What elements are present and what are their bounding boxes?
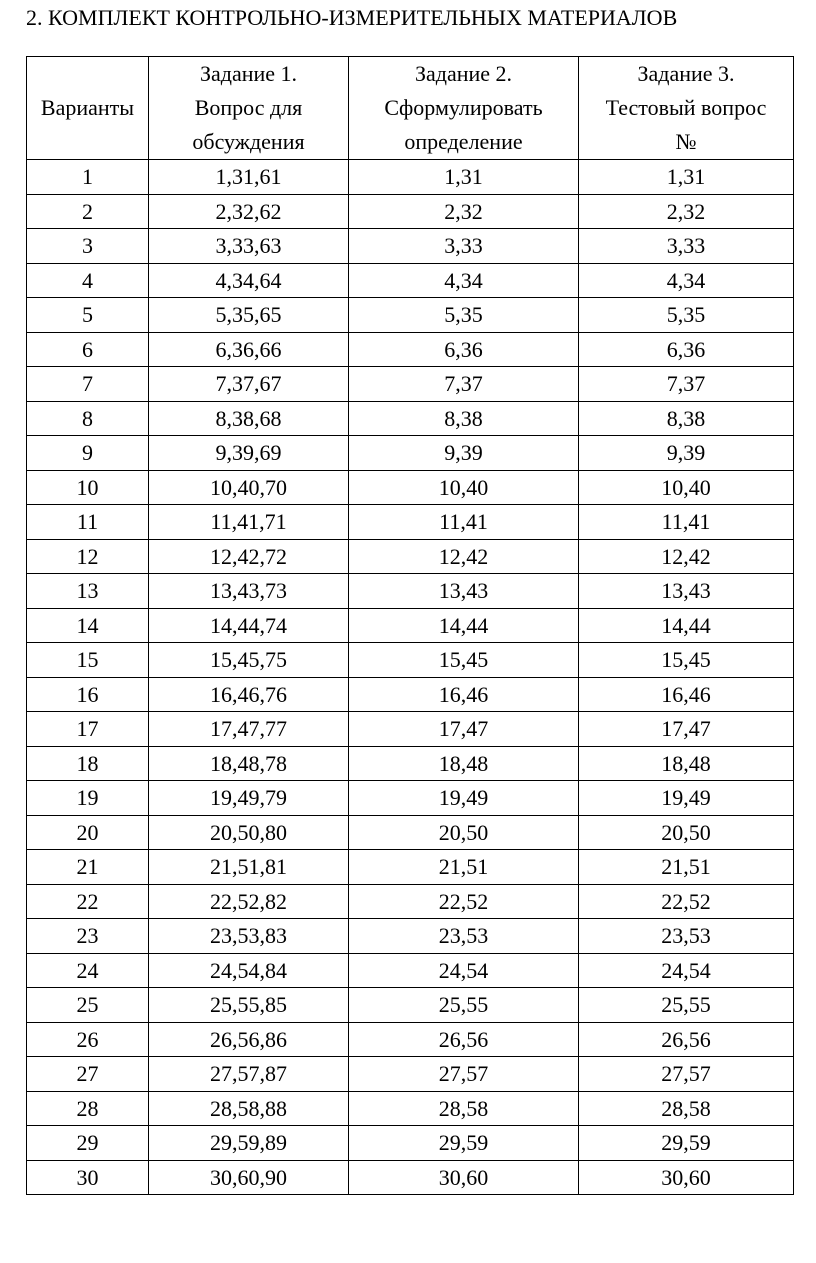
table-row xyxy=(27,608,794,643)
task-2-cell: 29,59 xyxy=(349,1126,579,1161)
variant-number-cell: 29 xyxy=(27,1126,149,1161)
task-2-cell: 10,40 xyxy=(349,470,579,505)
header-task-1 xyxy=(149,57,349,160)
variant-number-cell: 13 xyxy=(27,574,149,609)
task-1-cell: 20,50,80 xyxy=(149,815,349,850)
task-3-cell: 1,31 xyxy=(579,160,794,195)
variants-table xyxy=(26,56,794,1195)
task-3-cell: 24,54 xyxy=(579,953,794,988)
table-row xyxy=(27,1160,794,1195)
variant-number-cell: 1 xyxy=(27,160,149,195)
task-2-cell: 27,57 xyxy=(349,1057,579,1092)
variant-number-cell: 22 xyxy=(27,884,149,919)
task-3-cell: 20,50 xyxy=(579,815,794,850)
task-3-cell: 3,33 xyxy=(579,229,794,264)
task-1-cell: 24,54,84 xyxy=(149,953,349,988)
task-2-cell: 15,45 xyxy=(349,643,579,678)
table-row xyxy=(27,470,794,505)
header-task-2 xyxy=(349,57,579,160)
task-1-cell: 18,48,78 xyxy=(149,746,349,781)
task-3-cell: 22,52 xyxy=(579,884,794,919)
task-3-cell: 19,49 xyxy=(579,781,794,816)
task-2-cell: 24,54 xyxy=(349,953,579,988)
variant-number-cell: 14 xyxy=(27,608,149,643)
task-1-cell: 15,45,75 xyxy=(149,643,349,678)
task-1-cell: 3,33,63 xyxy=(149,229,349,264)
table-row xyxy=(27,194,794,229)
variant-number-cell: 12 xyxy=(27,539,149,574)
task-2-cell: 6,36 xyxy=(349,332,579,367)
task-1-cell: 30,60,90 xyxy=(149,1160,349,1195)
task-2-cell: 23,53 xyxy=(349,919,579,954)
table-body xyxy=(27,160,794,1195)
table-row xyxy=(27,781,794,816)
task-2-cell: 14,44 xyxy=(349,608,579,643)
task-2-cell: 1,31 xyxy=(349,160,579,195)
task-1-cell: 26,56,86 xyxy=(149,1022,349,1057)
task-3-cell: 14,44 xyxy=(579,608,794,643)
header-line: Сформулировать xyxy=(384,95,543,120)
task-1-cell: 25,55,85 xyxy=(149,988,349,1023)
task-1-cell: 2,32,62 xyxy=(149,194,349,229)
task-2-cell: 11,41 xyxy=(349,505,579,540)
task-3-cell: 16,46 xyxy=(579,677,794,712)
variant-number-cell: 21 xyxy=(27,850,149,885)
task-3-cell: 30,60 xyxy=(579,1160,794,1195)
variant-number-cell: 5 xyxy=(27,298,149,333)
task-2-cell: 28,58 xyxy=(349,1091,579,1126)
table-row xyxy=(27,436,794,471)
task-3-cell: 4,34 xyxy=(579,263,794,298)
task-2-cell: 7,37 xyxy=(349,367,579,402)
header-line: Варианты xyxy=(40,95,135,120)
variant-number-cell: 30 xyxy=(27,1160,149,1195)
table-row xyxy=(27,298,794,333)
header-line: Вопрос для xyxy=(194,95,303,120)
table-row xyxy=(27,539,794,574)
task-2-cell: 2,32 xyxy=(349,194,579,229)
task-1-cell: 5,35,65 xyxy=(149,298,349,333)
task-3-cell: 12,42 xyxy=(579,539,794,574)
variant-number-cell: 25 xyxy=(27,988,149,1023)
task-3-cell: 11,41 xyxy=(579,505,794,540)
task-2-cell: 9,39 xyxy=(349,436,579,471)
table-row xyxy=(27,919,794,954)
task-3-cell: 18,48 xyxy=(579,746,794,781)
variant-number-cell: 2 xyxy=(27,194,149,229)
table-row xyxy=(27,505,794,540)
table-header xyxy=(27,57,794,160)
task-2-cell: 5,35 xyxy=(349,298,579,333)
task-3-cell: 13,43 xyxy=(579,574,794,609)
variant-number-cell: 28 xyxy=(27,1091,149,1126)
task-3-cell: 5,35 xyxy=(579,298,794,333)
task-2-cell: 16,46 xyxy=(349,677,579,712)
table-row xyxy=(27,367,794,402)
variant-number-cell: 15 xyxy=(27,643,149,678)
variant-number-cell: 23 xyxy=(27,919,149,954)
task-2-cell: 17,47 xyxy=(349,712,579,747)
variant-number-cell: 9 xyxy=(27,436,149,471)
table-row xyxy=(27,332,794,367)
table-row xyxy=(27,1022,794,1057)
task-3-cell: 27,57 xyxy=(579,1057,794,1092)
task-1-cell: 14,44,74 xyxy=(149,608,349,643)
task-1-cell: 16,46,76 xyxy=(149,677,349,712)
task-1-cell: 23,53,83 xyxy=(149,919,349,954)
task-1-cell: 13,43,73 xyxy=(149,574,349,609)
header-variants xyxy=(27,57,149,160)
variant-number-cell: 19 xyxy=(27,781,149,816)
task-1-cell: 22,52,82 xyxy=(149,884,349,919)
table-row xyxy=(27,988,794,1023)
table-row xyxy=(27,643,794,678)
header-task-3 xyxy=(579,57,794,160)
table-row xyxy=(27,850,794,885)
task-3-cell: 21,51 xyxy=(579,850,794,885)
task-2-cell: 12,42 xyxy=(349,539,579,574)
task-2-cell: 20,50 xyxy=(349,815,579,850)
task-1-cell: 9,39,69 xyxy=(149,436,349,471)
task-1-cell: 10,40,70 xyxy=(149,470,349,505)
table-row xyxy=(27,1057,794,1092)
task-1-cell: 19,49,79 xyxy=(149,781,349,816)
task-1-cell: 29,59,89 xyxy=(149,1126,349,1161)
task-1-cell: 12,42,72 xyxy=(149,539,349,574)
table-row xyxy=(27,160,794,195)
task-3-cell: 8,38 xyxy=(579,401,794,436)
table-row xyxy=(27,229,794,264)
task-2-cell: 30,60 xyxy=(349,1160,579,1195)
table-row xyxy=(27,1091,794,1126)
task-1-cell: 1,31,61 xyxy=(149,160,349,195)
task-2-cell: 21,51 xyxy=(349,850,579,885)
task-2-cell: 19,49 xyxy=(349,781,579,816)
variant-number-cell: 20 xyxy=(27,815,149,850)
header-line: Задание 2. xyxy=(414,61,513,86)
header-line: Тестовый вопрос xyxy=(605,95,767,120)
table-row xyxy=(27,712,794,747)
task-3-cell: 6,36 xyxy=(579,332,794,367)
document-title: 2. КОМПЛЕКТ КОНТРОЛЬНО-ИЗМЕРИТЕЛЬНЫХ МАТЕРИАЛОВ xyxy=(26,5,678,30)
task-3-cell: 15,45 xyxy=(579,643,794,678)
task-1-cell: 7,37,67 xyxy=(149,367,349,402)
task-3-cell: 23,53 xyxy=(579,919,794,954)
header-line: № xyxy=(675,129,697,154)
table-row xyxy=(27,884,794,919)
variant-number-cell: 18 xyxy=(27,746,149,781)
task-1-cell: 6,36,66 xyxy=(149,332,349,367)
variant-number-cell: 3 xyxy=(27,229,149,264)
header-row xyxy=(27,57,794,160)
variant-number-cell: 27 xyxy=(27,1057,149,1092)
task-3-cell: 25,55 xyxy=(579,988,794,1023)
task-3-cell: 2,32 xyxy=(579,194,794,229)
task-1-cell: 11,41,71 xyxy=(149,505,349,540)
task-2-cell: 25,55 xyxy=(349,988,579,1023)
variant-number-cell: 11 xyxy=(27,505,149,540)
task-2-cell: 22,52 xyxy=(349,884,579,919)
table-row xyxy=(27,677,794,712)
task-1-cell: 8,38,68 xyxy=(149,401,349,436)
task-3-cell: 28,58 xyxy=(579,1091,794,1126)
task-1-cell: 17,47,77 xyxy=(149,712,349,747)
task-1-cell: 21,51,81 xyxy=(149,850,349,885)
task-1-cell: 4,34,64 xyxy=(149,263,349,298)
variant-number-cell: 4 xyxy=(27,263,149,298)
header-line: Задание 3. xyxy=(637,61,735,86)
task-2-cell: 13,43 xyxy=(349,574,579,609)
task-1-cell: 28,58,88 xyxy=(149,1091,349,1126)
task-3-cell: 7,37 xyxy=(579,367,794,402)
variant-number-cell: 6 xyxy=(27,332,149,367)
variant-number-cell: 10 xyxy=(27,470,149,505)
task-1-cell: 27,57,87 xyxy=(149,1057,349,1092)
table-row xyxy=(27,815,794,850)
task-3-cell: 26,56 xyxy=(579,1022,794,1057)
header-line: определение xyxy=(404,129,523,154)
task-2-cell: 4,34 xyxy=(349,263,579,298)
variant-number-cell: 24 xyxy=(27,953,149,988)
task-3-cell: 9,39 xyxy=(579,436,794,471)
task-3-cell: 29,59 xyxy=(579,1126,794,1161)
table-row xyxy=(27,953,794,988)
variant-number-cell: 7 xyxy=(27,367,149,402)
variant-number-cell: 16 xyxy=(27,677,149,712)
task-2-cell: 26,56 xyxy=(349,1022,579,1057)
table-row xyxy=(27,401,794,436)
task-2-cell: 3,33 xyxy=(349,229,579,264)
table-row xyxy=(27,574,794,609)
variant-number-cell: 26 xyxy=(27,1022,149,1057)
variant-number-cell: 17 xyxy=(27,712,149,747)
header-line: Задание 1. xyxy=(199,61,298,86)
table-row xyxy=(27,1126,794,1161)
task-2-cell: 8,38 xyxy=(349,401,579,436)
variant-number-cell: 8 xyxy=(27,401,149,436)
table-row xyxy=(27,746,794,781)
task-2-cell: 18,48 xyxy=(349,746,579,781)
task-3-cell: 10,40 xyxy=(579,470,794,505)
task-3-cell: 17,47 xyxy=(579,712,794,747)
table-row xyxy=(27,263,794,298)
header-line: обсуждения xyxy=(192,129,305,154)
